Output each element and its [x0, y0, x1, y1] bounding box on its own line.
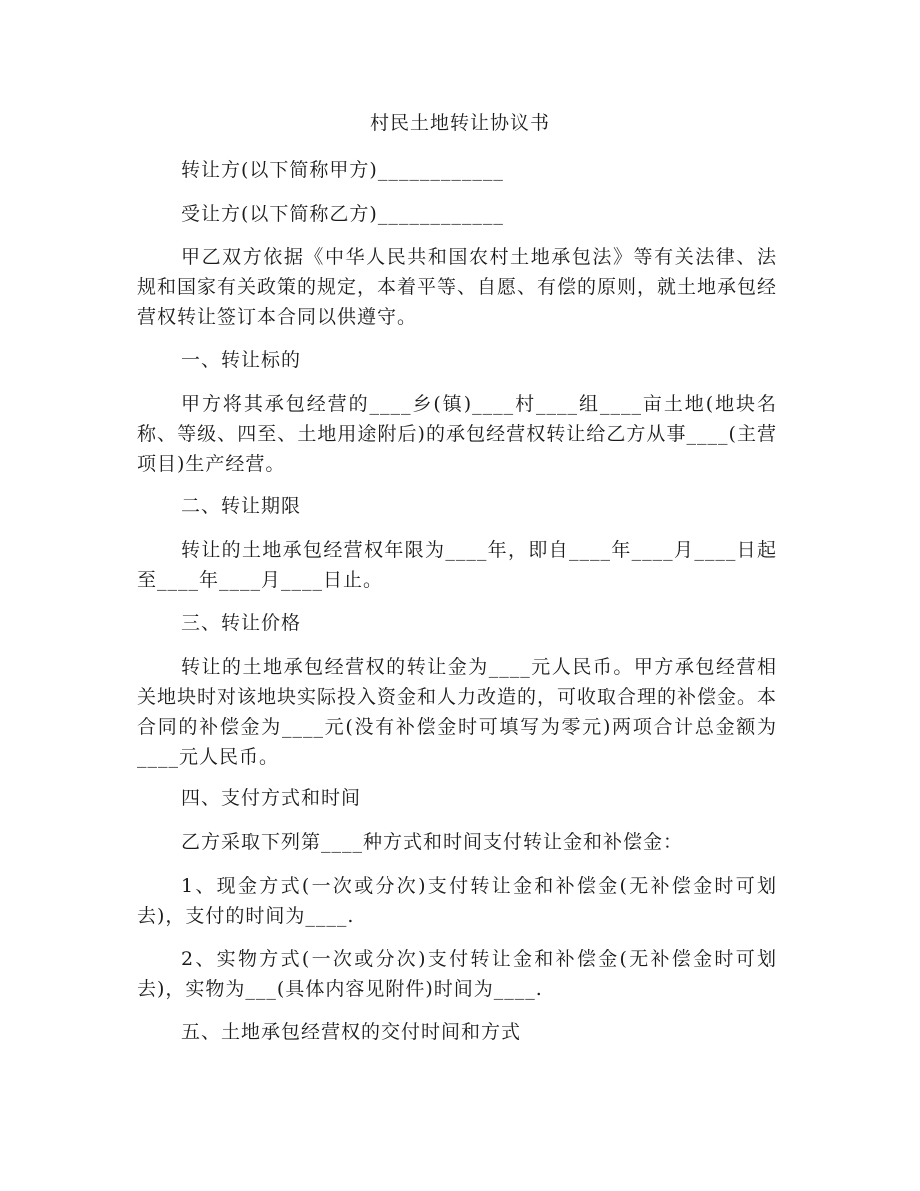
- document-title: 村民土地转让协议书: [369, 112, 550, 134]
- section-heading-delivery: 五、土地承包经营权的交付时间和方式: [181, 1021, 522, 1043]
- paragraph-term: 转让的土地承包经营权年限为____年，即自____年____月____日起至____年____月____日止。: [137, 539, 777, 591]
- paragraph-price: 转让的土地承包经营权的转让金为____元人民币。甲方承包经营相关地块时对该地块实际投入资金和人力改造的，可收取合理的补偿金。本合同的补偿金为____元(没有补偿金时可填写为零元)两项合计总金额为____元人民币。: [137, 656, 778, 768]
- paragraph-payment-intro: 乙方采取下列第____种方式和时间支付转让金和补偿金：: [181, 831, 684, 853]
- section-heading-price: 三、转让价格: [181, 612, 302, 634]
- section-heading-term: 二、转让期限: [181, 495, 302, 517]
- paragraph-preamble: 甲乙双方依据《中华人民共和国农村土地承包法》等有关法律、法规和国家有关政策的规定，本着平等、自愿、有偿的原则，就土地承包经营权转让签订本合同以供遵守。: [137, 246, 778, 328]
- section-heading-payment: 四、支付方式和时间: [181, 787, 362, 809]
- paragraph-subject: 甲方将其承包经营的____乡(镇)____村____组____亩土地(地块名称、等级、四至、土地用途附后)的承包经营权转让给乙方从事____(主营项目)生产经营。: [137, 393, 777, 475]
- paragraph-transferor: 转让方(以下简称甲方)____________: [181, 159, 504, 181]
- section-heading-subject: 一、转让标的: [181, 349, 302, 371]
- paragraph-payment-cash: 1、现金方式(一次或分次)支付转让金和补偿金(无补偿金时可划去)，支付的时间为____.: [137, 875, 777, 927]
- paragraph-payment-in-kind: 2、实物方式(一次或分次)支付转让金和补偿金(无补偿金时可划去)，实物为___(具体内容见附件)时间为____.: [137, 948, 777, 1000]
- paragraph-transferee: 受让方(以下简称乙方)____________: [181, 203, 504, 225]
